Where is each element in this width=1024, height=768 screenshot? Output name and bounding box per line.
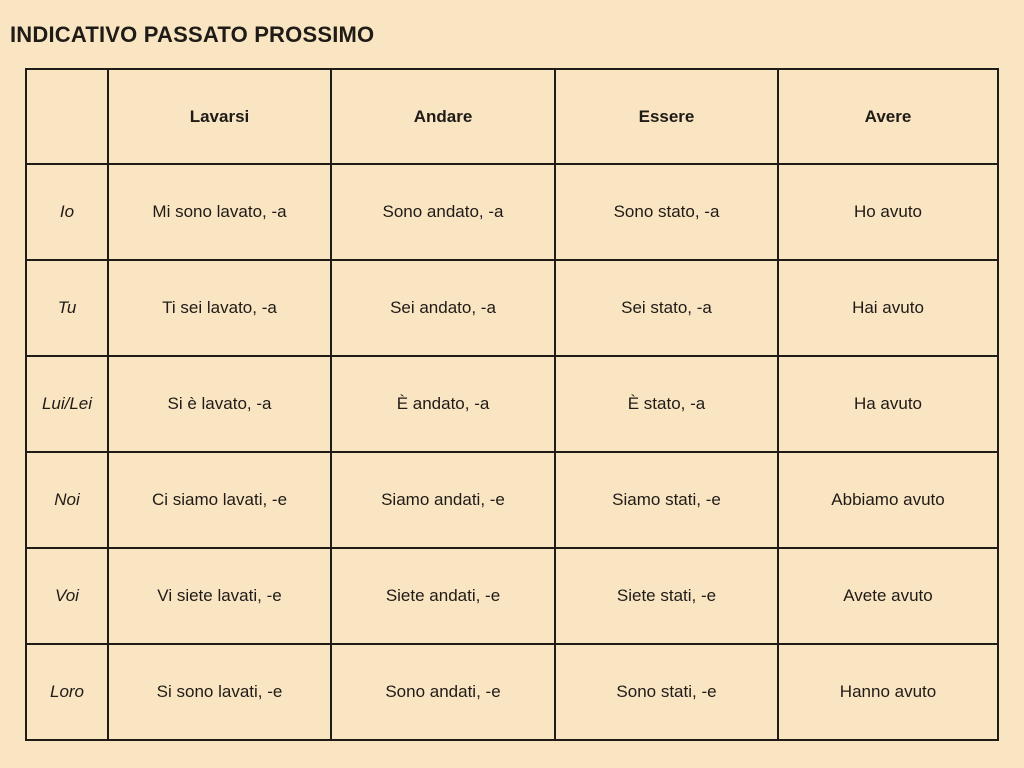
cell-loro-lavarsi: Si sono lavati, -e [108, 644, 331, 740]
row-label-lui-lei: Lui/Lei [26, 356, 108, 452]
cell-loro-essere: Sono stati, -e [555, 644, 778, 740]
cell-io-andare: Sono andato, -a [331, 164, 555, 260]
column-header-lavarsi: Lavarsi [108, 69, 331, 164]
table-row-loro [26, 644, 998, 740]
cell-noi-lavarsi: Ci siamo lavati, -e [108, 452, 331, 548]
cell-lui-lei-avere: Ha avuto [778, 356, 998, 452]
cell-noi-essere: Siamo stati, -e [555, 452, 778, 548]
cell-voi-lavarsi: Vi siete lavati, -e [108, 548, 331, 644]
cell-noi-andare: Siamo andati, -e [331, 452, 555, 548]
table-row-tu [26, 260, 998, 356]
row-label-io: Io [26, 164, 108, 260]
cell-io-essere: Sono stato, -a [555, 164, 778, 260]
cell-noi-avere: Abbiamo avuto [778, 452, 998, 548]
row-label-loro: Loro [26, 644, 108, 740]
cell-tu-avere: Hai avuto [778, 260, 998, 356]
table-row-voi [26, 548, 998, 644]
column-header-andare: Andare [331, 69, 555, 164]
cell-voi-avere: Avete avuto [778, 548, 998, 644]
cell-loro-andare: Sono andati, -e [331, 644, 555, 740]
cell-voi-andare: Siete andati, -e [331, 548, 555, 644]
cell-tu-essere: Sei stato, -a [555, 260, 778, 356]
row-label-noi: Noi [26, 452, 108, 548]
cell-io-lavarsi: Mi sono lavato, -a [108, 164, 331, 260]
cell-tu-lavarsi: Ti sei lavato, -a [108, 260, 331, 356]
cell-tu-andare: Sei andato, -a [331, 260, 555, 356]
table-row-lui-lei [26, 356, 998, 452]
table-row-noi [26, 452, 998, 548]
page-title: INDICATIVO PASSATO PROSSIMO [10, 22, 375, 47]
cell-voi-essere: Siete stati, -e [555, 548, 778, 644]
row-label-tu: Tu [26, 260, 108, 356]
column-header-pronoun [26, 69, 108, 164]
cell-loro-avere: Hanno avuto [778, 644, 998, 740]
row-label-voi: Voi [26, 548, 108, 644]
column-header-avere: Avere [778, 69, 998, 164]
table-header-row [26, 69, 998, 164]
table-row-io [26, 164, 998, 260]
cell-lui-lei-essere: È stato, -a [555, 356, 778, 452]
cell-lui-lei-andare: È andato, -a [331, 356, 555, 452]
cell-lui-lei-lavarsi: Si è lavato, -a [108, 356, 331, 452]
conjugation-table [25, 68, 999, 741]
column-header-essere: Essere [555, 69, 778, 164]
cell-io-avere: Ho avuto [778, 164, 998, 260]
